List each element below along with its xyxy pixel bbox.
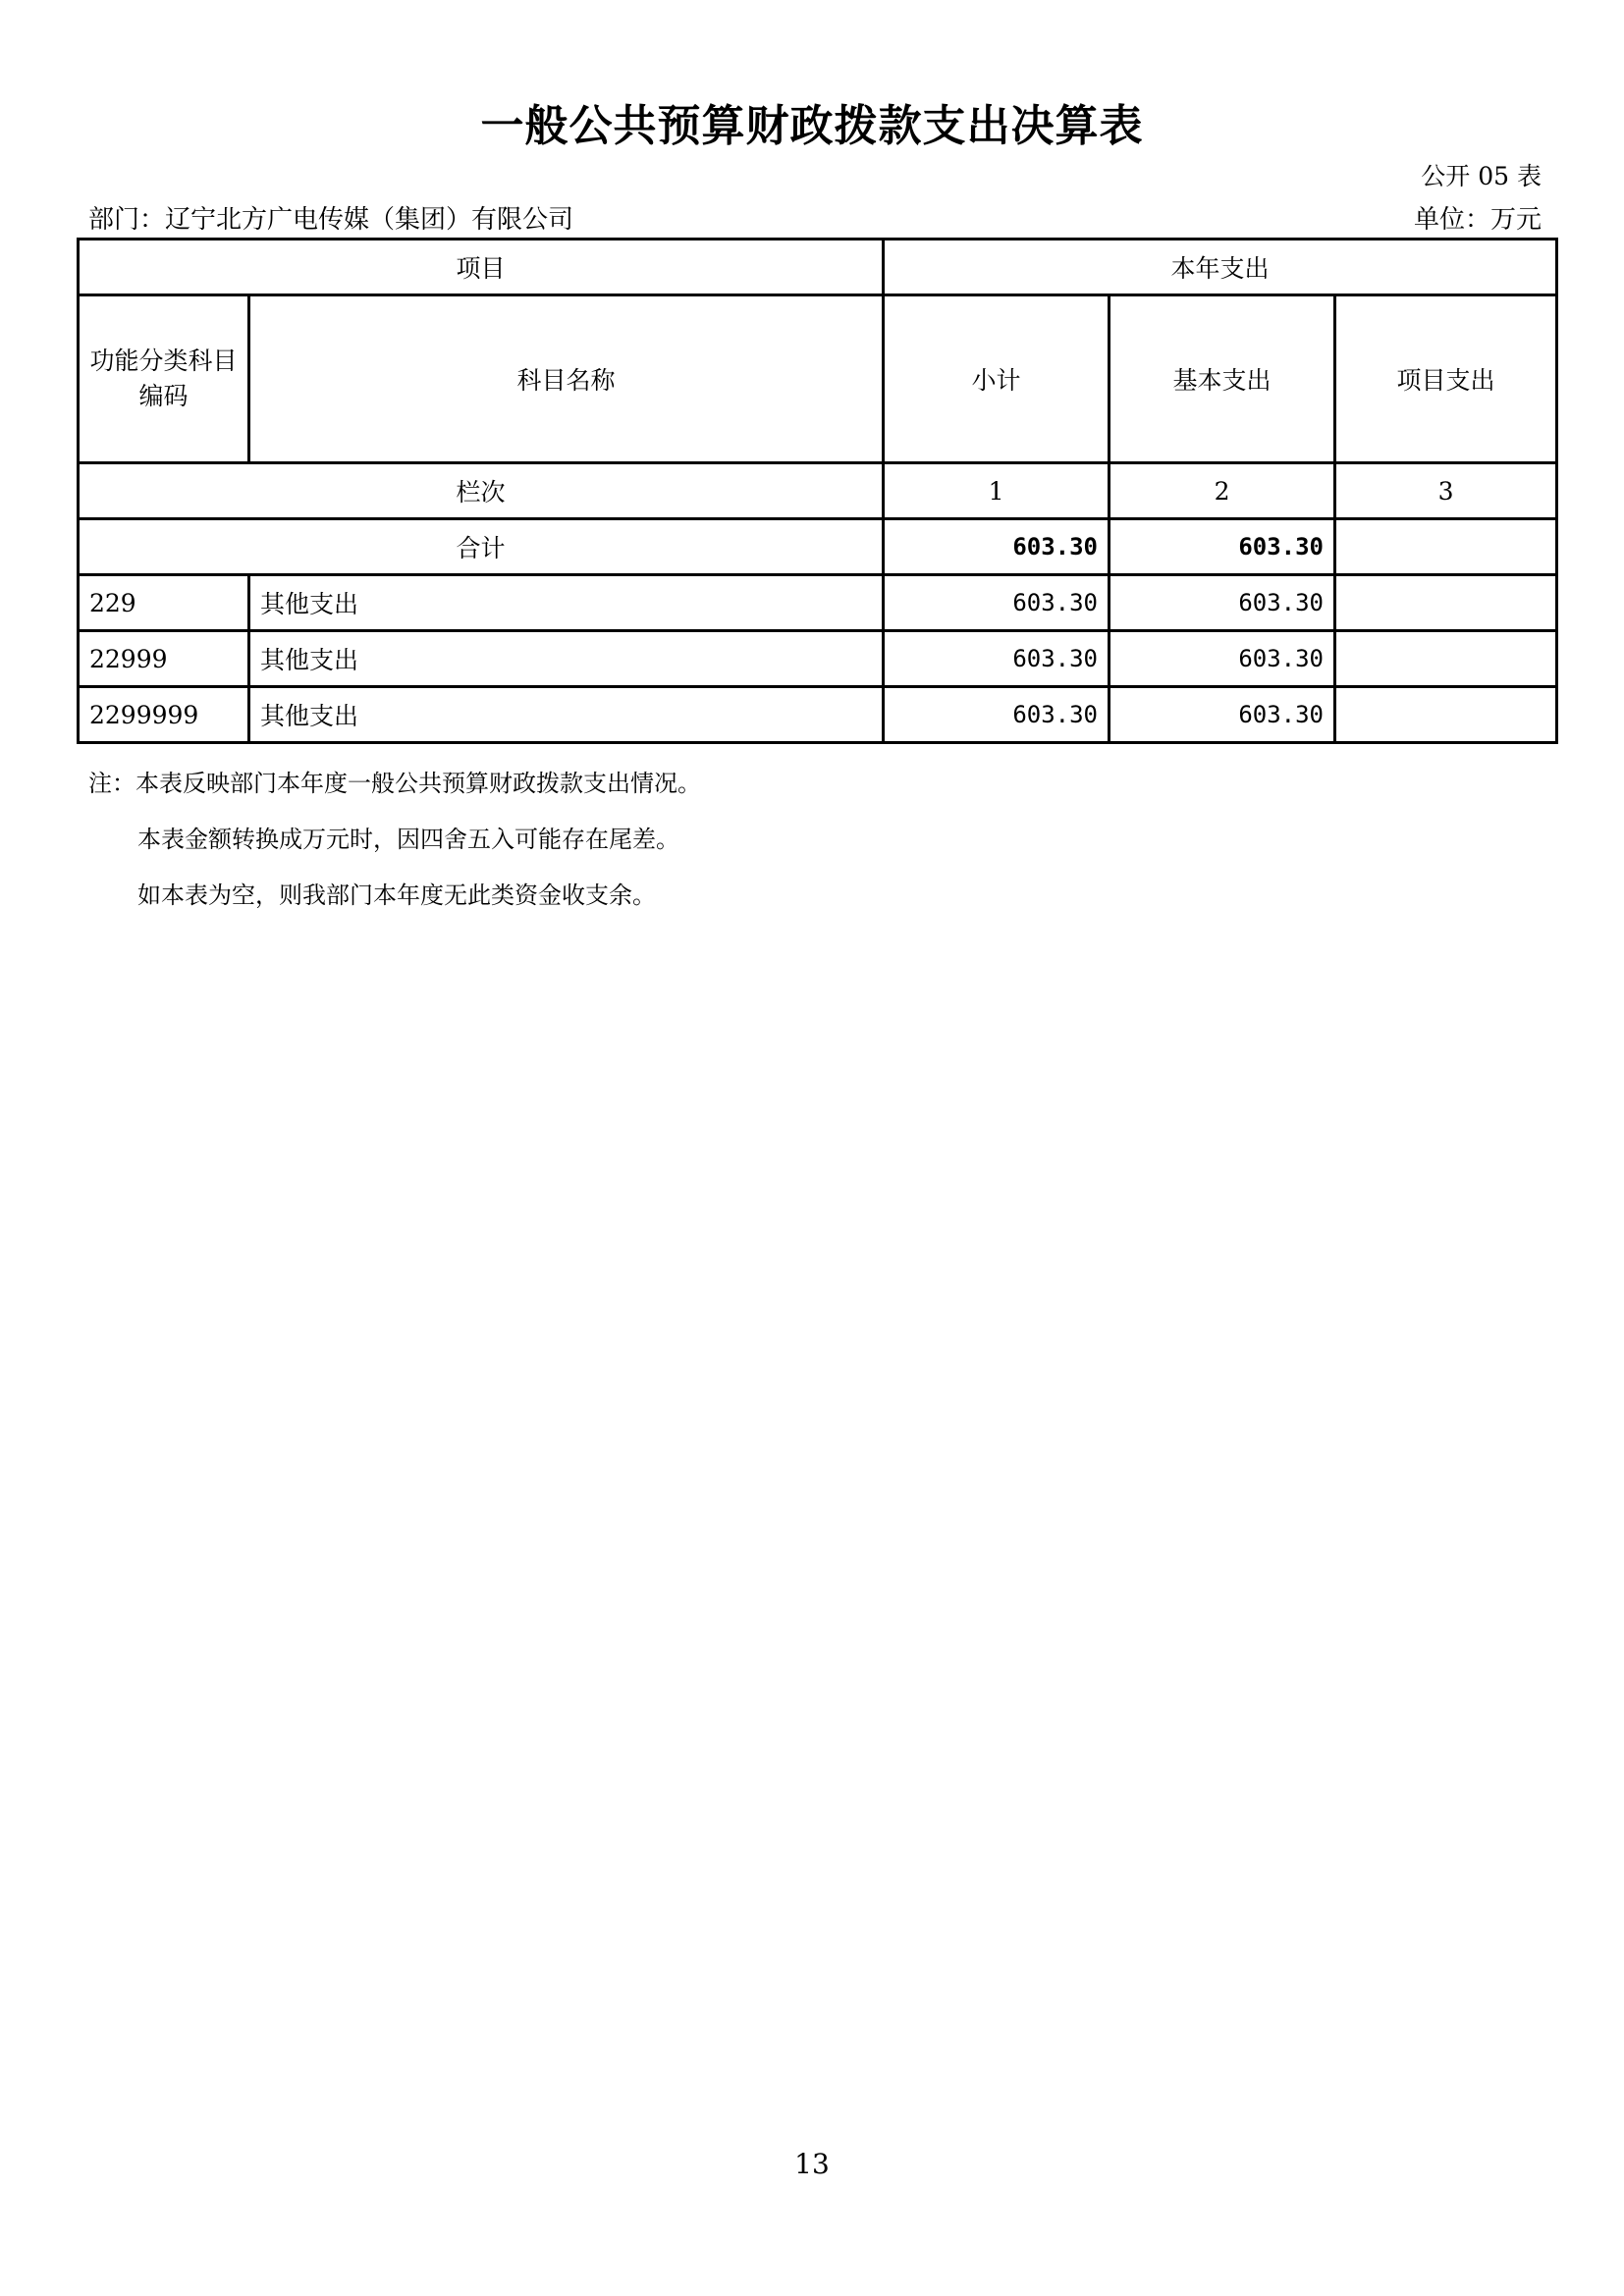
header-name: 科目名称: [249, 295, 884, 463]
column-index-2: 2: [1110, 463, 1335, 519]
row-project: [1335, 687, 1557, 743]
form-number: 公开 05 表: [1421, 162, 1542, 190]
expenditure-table: [77, 238, 1558, 744]
note-line: 注：本表反映部门本年度一般公共预算财政拨款支出情况。: [88, 770, 701, 797]
page-number: 13: [794, 2148, 830, 2180]
header-subtotal: 小计: [884, 295, 1110, 463]
total-label: 合计: [79, 519, 884, 575]
row-basic: 603.30: [1110, 631, 1335, 687]
total-row: [79, 519, 1557, 575]
row-subtotal: 603.30: [884, 631, 1110, 687]
total-subtotal: 603.30: [884, 519, 1110, 575]
row-basic: 603.30: [1110, 687, 1335, 743]
row-project: [1335, 631, 1557, 687]
header-year-expense: 本年支出: [884, 240, 1557, 295]
department-label: 部门：辽宁北方广电传媒（集团）有限公司: [88, 205, 574, 235]
row-project: [1335, 575, 1557, 631]
note-line: 如本表为空，则我部门本年度无此类资金收支余。: [137, 881, 656, 909]
row-subtotal: 603.30: [884, 687, 1110, 743]
column-index-1: 1: [884, 463, 1110, 519]
column-index-label: 栏次: [79, 463, 884, 519]
header-project-expense: 项目支出: [1335, 295, 1557, 463]
total-project: [1335, 519, 1557, 575]
header-row-top: [79, 240, 1557, 295]
table-row: [79, 575, 1557, 631]
row-name: 其他支出: [249, 631, 884, 687]
column-index-3: 3: [1335, 463, 1557, 519]
header-project: 项目: [79, 240, 884, 295]
notes: [88, 756, 701, 924]
row-code: 2299999: [79, 687, 249, 743]
header-row-columns: [79, 295, 1557, 463]
header-basic: 基本支出: [1110, 295, 1335, 463]
header-code: 功能分类科目编码: [79, 295, 249, 463]
unit-label: 单位：万元: [1413, 205, 1542, 235]
note-line: 本表金额转换成万元时，因四舍五入可能存在尾差。: [137, 826, 679, 853]
row-code: 229: [79, 575, 249, 631]
row-name: 其他支出: [249, 687, 884, 743]
table-row: [79, 631, 1557, 687]
total-basic: 603.30: [1110, 519, 1335, 575]
column-index-row: [79, 463, 1557, 519]
page-title: 一般公共预算财政拨款支出决算表: [480, 101, 1144, 151]
row-name: 其他支出: [249, 575, 884, 631]
row-code: 22999: [79, 631, 249, 687]
table-row: [79, 687, 1557, 743]
row-basic: 603.30: [1110, 575, 1335, 631]
row-subtotal: 603.30: [884, 575, 1110, 631]
